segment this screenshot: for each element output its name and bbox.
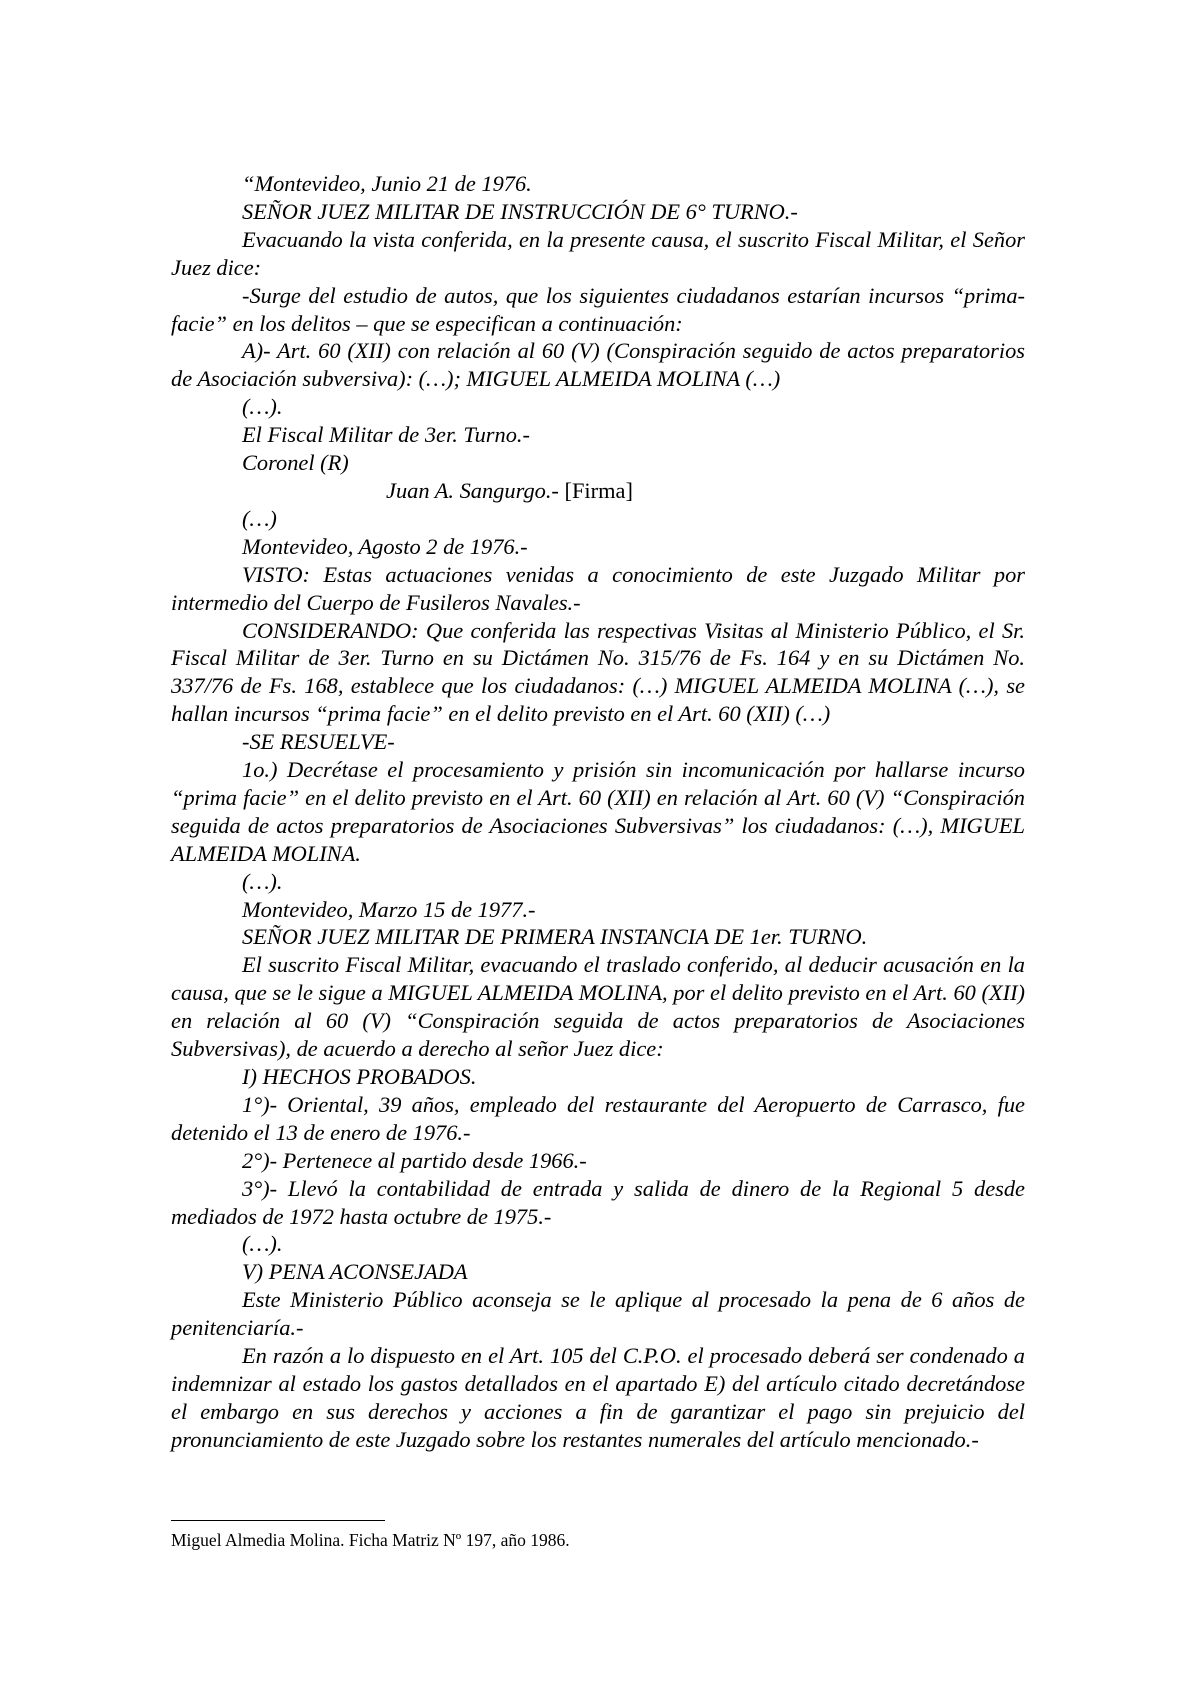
paragraph: VISTO: Estas actuaciones venidas a conocimiento de este Juzgado Militar por intermedio del Cuerpo de Fusileros Navales.-: [171, 561, 1025, 615]
paragraph: SEÑOR JUEZ MILITAR DE INSTRUCCIÓN DE 6° TURNO.-: [242, 198, 798, 224]
paragraph: -Surge del estudio de autos, que los siguientes ciudadanos estarían incursos “prima-facie” en los delitos – que se especifican a continuación:: [171, 282, 1025, 336]
paragraph: Montevideo, Agosto 2 de 1976.-: [242, 533, 528, 559]
paragraph: El suscrito Fiscal Militar, evacuando el traslado conferido, al deducir acusación en la causa, que se le sigue a MIGUEL ALMEIDA MOLINA, por el delito previsto en el Art. 60 (XII) en relación al 60 (V) “Conspiración seguida de actos preparatorios de Asociaciones Subversivas), de acuerdo a derecho al señor Juez dice:: [171, 952, 1025, 1062]
paragraph: 2°)- Pertenece al partido desde 1966.-: [242, 1147, 587, 1173]
document-body: [171, 170, 1025, 1454]
paragraph: El Fiscal Militar de 3er. Turno.-: [242, 422, 530, 448]
paragraph: Este Ministerio Público aconseja se le aplique al procesado la pena de 6 años de penitenciaría.-: [171, 1287, 1025, 1341]
paragraph: “Montevideo, Junio 21 de 1976.: [242, 171, 532, 196]
paragraph: 1°)- Oriental, 39 años, empleado del restaurante del Aeropuerto de Carrasco, fue detenido el 13 de enero de 1976.-: [171, 1091, 1025, 1145]
paragraph: Evacuando la vista conferida, en la presente causa, el suscrito Fiscal Militar, el Señor Juez dice:: [171, 226, 1025, 280]
paragraph: SEÑOR JUEZ MILITAR DE PRIMERA INSTANCIA DE 1er. TURNO.: [242, 924, 868, 950]
footnote-separator: [171, 1520, 385, 1521]
paragraph: (…).: [242, 394, 283, 420]
paragraph: (…).: [242, 868, 283, 894]
signature-note: [Firma]: [558, 477, 633, 503]
paragraph: Coronel (R): [242, 450, 349, 476]
paragraph: A)- Art. 60 (XII) con relación al 60 (V) (Conspiración seguido de actos preparatorios de Asociación subversiva): (…); MIGUEL ALMEIDA MOLINA (…): [171, 338, 1025, 392]
paragraph: I) HECHOS PROBADOS.: [242, 1064, 477, 1089]
paragraph: 3°)- Llevó la contabilidad de entrada y salida de dinero de la Regional 5 desde mediados de 1972 hasta octubre de 1975.-: [171, 1175, 1025, 1229]
paragraph: V) PENA ACONSEJADA: [242, 1259, 468, 1285]
paragraph: 1o.) Decrétase el procesamiento y prisión sin incomunicación por hallarse incurso “prima facie” en el delito previsto en el Art. 60 (XII) en relación al Art. 60 (V) “Conspiración seguida de actos preparatorios de Asociaciones Subversivas” los ciudadanos: (…), MIGUEL ALMEIDA MOLINA.: [171, 757, 1025, 866]
paragraph: (…): [242, 505, 277, 531]
paragraph: Montevideo, Marzo 15 de 1977.-: [242, 896, 536, 922]
paragraph: En razón a lo dispuesto en el Art. 105 del C.P.O. el procesado deberá ser condenado a indemnizar al estado los gastos detallados en el apartado E) del artículo citado decretándose el embargo en sus derechos y acciones a fin de garantizar el pago sin prejuicio del pronunciamiento de este Juzgado sobre los restantes numerales del artículo mencionado.-: [171, 1343, 1025, 1452]
footnote: Miguel Almedia Molina. Ficha Matriz Nº 197, año 1986.: [171, 1530, 570, 1550]
signature-line: [171, 477, 1025, 505]
paragraph: -SE RESUELVE-: [242, 729, 395, 755]
paragraph: CONSIDERANDO: Que conferida las respectivas Visitas al Ministerio Público, el Sr. Fiscal Militar de 3er. Turno en su Dictámen No. 315/76 de Fs. 164 y en su Dictámen No. 337/76 de Fs. 168, establece que los ciudadanos: (…) MIGUEL ALMEIDA MOLINA (…), se hallan incursos “prima facie” en el delito previsto en el Art. 60 (XII) (…): [171, 617, 1025, 727]
paragraph: (…).: [242, 1231, 283, 1257]
signature-name: Juan A. Sangurgo.-: [386, 477, 559, 503]
